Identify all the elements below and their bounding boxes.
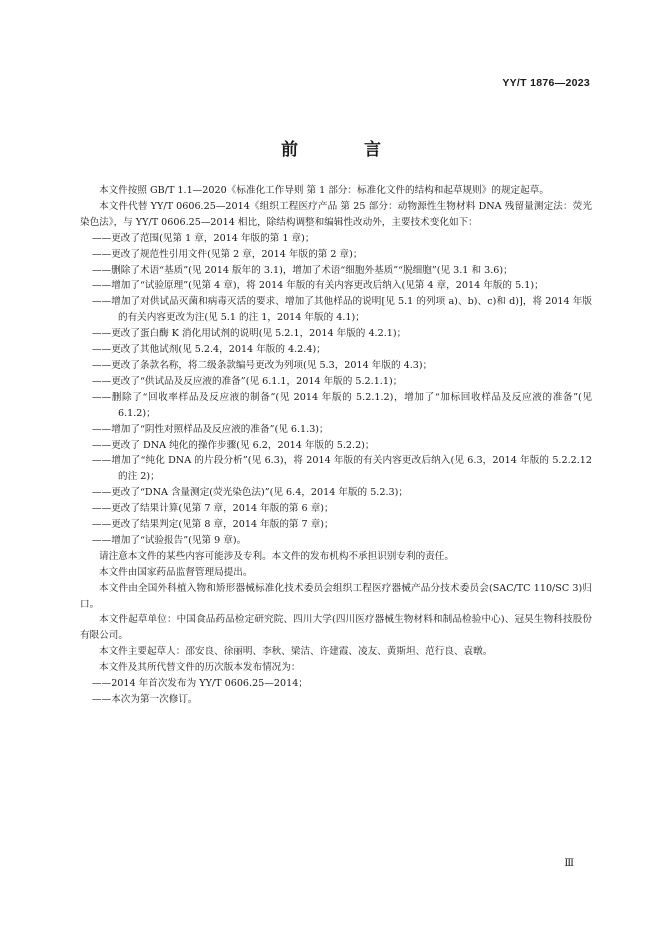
paragraph-history-intro: 本文件及其所代替文件的历次版本发布情况为： — [99, 662, 301, 674]
paragraph-drafting-rule: 本文件按照 GB/T 1.1—2020《标准化工作导则 第 1 部分：标准化文件的结构和起草规则》的规定起草。 — [99, 185, 549, 196]
list-item: ——更改了结果计算(见第 7 章，2014 年版的第 6 章)； — [92, 503, 334, 515]
technical-changes-list — [80, 231, 592, 549]
paragraph-replacement-note: 本文件代替 YY/T 0606.25—2014《组织工程医疗产品 第 25 部分：动物源性生物材料 DNA 残留量测定法：荧光染色法》，与 YY/T 0606.25—2014 相比，除结构调整和编辑性改动外，主要技术变化如下： — [80, 200, 592, 228]
list-item: ——增加了“阴性对照样品及反应液的准备”(见 6.1.3)； — [92, 423, 329, 435]
list-item: ——更改了规范性引用文件(见第 2 章，2014 年版的第 2 章)； — [92, 248, 363, 260]
document-code: YY/T 1876—2023 — [502, 77, 590, 89]
list-item: ——更改了其他试剂(见 5.2.4，2014 年版的 4.2.4)； — [92, 344, 326, 356]
list-item: ——增加了“试验原理”(见第 4 章)，将 2014 年版的有关内容更改后纳入(见第 4 章，2014 年版的 5.1)； — [92, 280, 544, 292]
paragraph-drafting-units: 本文件起草单位：中国食品药品检定研究院、四川大学(四川医疗器械生物材料和制品检验中心)、冠昊生物科技股份有限公司。 — [80, 614, 592, 642]
list-item: ——删除了术语“基质”(见 2014 版年的 3.1)，增加了术语“细胞外基质”“脱细胞”(见 3.1 和 3.6)； — [92, 264, 513, 276]
list-item: ——更改了“供试品及反应液的准备”(见 6.1.1，2014 年版的 5.2.1.1)； — [92, 375, 403, 387]
page-title: 前 言 — [281, 140, 411, 160]
paragraph-patent-notice: 请注意本文件的某些内容可能涉及专利。本文件的发布机构不承担识别专利的责任。 — [99, 550, 454, 562]
foreword-body — [80, 183, 592, 708]
list-item: ——更改了结果判定(见第 8 章，2014 年版的第 7 章)； — [92, 519, 334, 531]
list-item: ——增加了“纯化 DNA 的片段分析”(见 6.3)，将 2014 年版的有关内容更改后纳入(见 6.3，2014 年版的 5.2.2.12 的注 2)； — [92, 455, 592, 483]
version-history-list — [80, 676, 592, 708]
list-item: ——删除了“回收率样品及反应液的制备”(见 2014 年版的 5.2.1.2)，增加了“加标回收样品及反应液的准备”(见 6.1.2)； — [92, 391, 592, 419]
paragraph-committee: 本文件由全国外科植入物和矫形器械标准化技术委员会组织工程医疗器械产品分技术委员会(SAC/TC 110/SC 3)归口。 — [80, 582, 592, 610]
page-number: Ⅲ — [564, 858, 574, 869]
list-item: ——增加了“试验报告”(见第 9 章)。 — [92, 534, 247, 546]
list-item: ——更改了范围(见第 1 章，2014 年版的第 1 章)； — [92, 232, 315, 244]
list-item: ——本次为第一次修订。 — [92, 694, 198, 705]
list-item: ——更改了蛋白酶 K 消化用试剂的说明(见 5.2.1，2014 年版的 4.2.1)； — [92, 328, 407, 340]
list-item: ——更改了 DNA 纯化的操作步骤(见 6.2，2014 年版的 5.2.2)； — [92, 439, 375, 451]
paragraph-proposer: 本文件由国家药品监督管理局提出。 — [99, 566, 253, 578]
paragraph-drafters: 本文件主要起草人：邵安良、徐丽明、李秋、梁洁、许建霞、凌友、黄斯坦、范行良、袁暾。 — [99, 646, 493, 658]
list-item: ——更改了条款名称，将二级条款编号更改为列项(见 5.3，2014 年版的 4.3)； — [92, 359, 433, 371]
list-item: ——2014 年首次发布为 YY/T 0606.25—2014； — [92, 678, 308, 690]
list-item: ——增加了对供试品灭菌和病毒灭活的要求、增加了其他样品的说明[见 5.1 的列项 a)、b)、c)和 d)]，将 2014 年版的有关内容更改为注(见 5.1 的注 1，2014 年版的 4.1)； — [92, 296, 592, 324]
list-item: ——更改了“DNA 含量测定(荧光染色法)”(见 6.4，2014 年版的 5.2.3)； — [92, 487, 408, 499]
